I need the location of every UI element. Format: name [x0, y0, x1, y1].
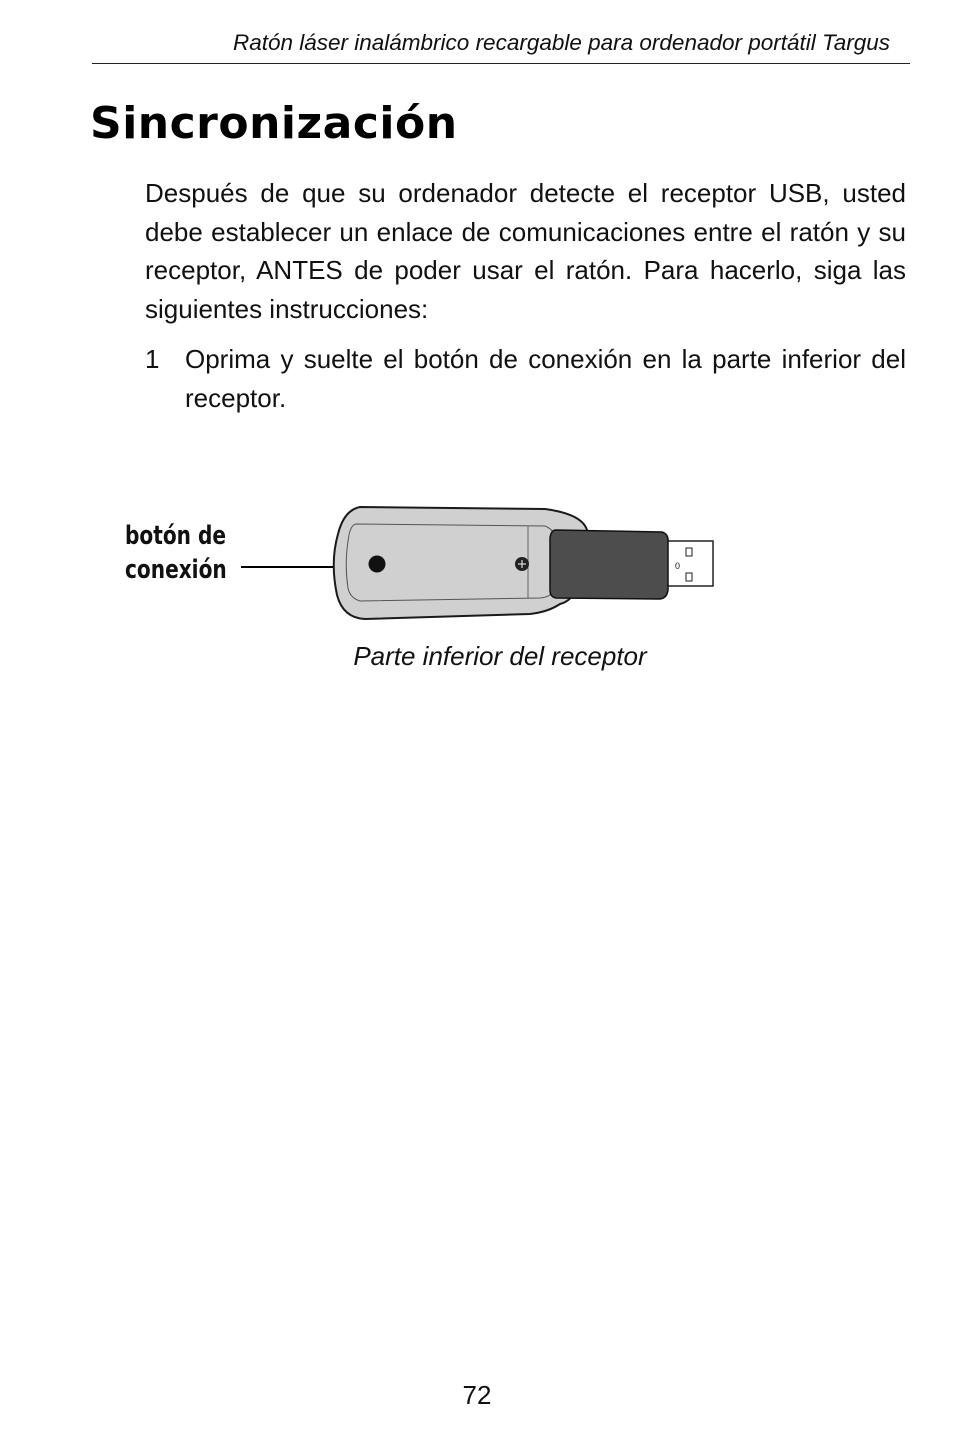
page-title: Sincronización	[90, 98, 458, 149]
connect-button-label-line2: conexión	[125, 555, 227, 585]
receiver-illustration	[0, 0, 954, 700]
usb-mark: 0	[675, 561, 681, 571]
intro-paragraph: Después de que su ordenador detecte el receptor USB, usted debe establecer un enlace de comunicaciones entre el ratón y su receptor, ANTES de poder usar el ratón. Para hacerlo, siga las siguientes instrucciones:	[145, 178, 906, 324]
connect-button-label-line1: botón de	[125, 521, 227, 551]
connect-button-icon	[369, 556, 386, 573]
step-number: 1	[145, 344, 160, 374]
figure-caption: Parte inferior del receptor	[353, 641, 647, 671]
step-text: Oprima y suelte el botón de conexión en la parte inferior del receptor.	[185, 344, 906, 413]
usb-plug-housing	[550, 530, 668, 599]
running-header-title: Ratón láser inalámbrico recargable para ordenador portátil Targus	[232, 30, 890, 55]
page-number: 72	[462, 1380, 492, 1410]
